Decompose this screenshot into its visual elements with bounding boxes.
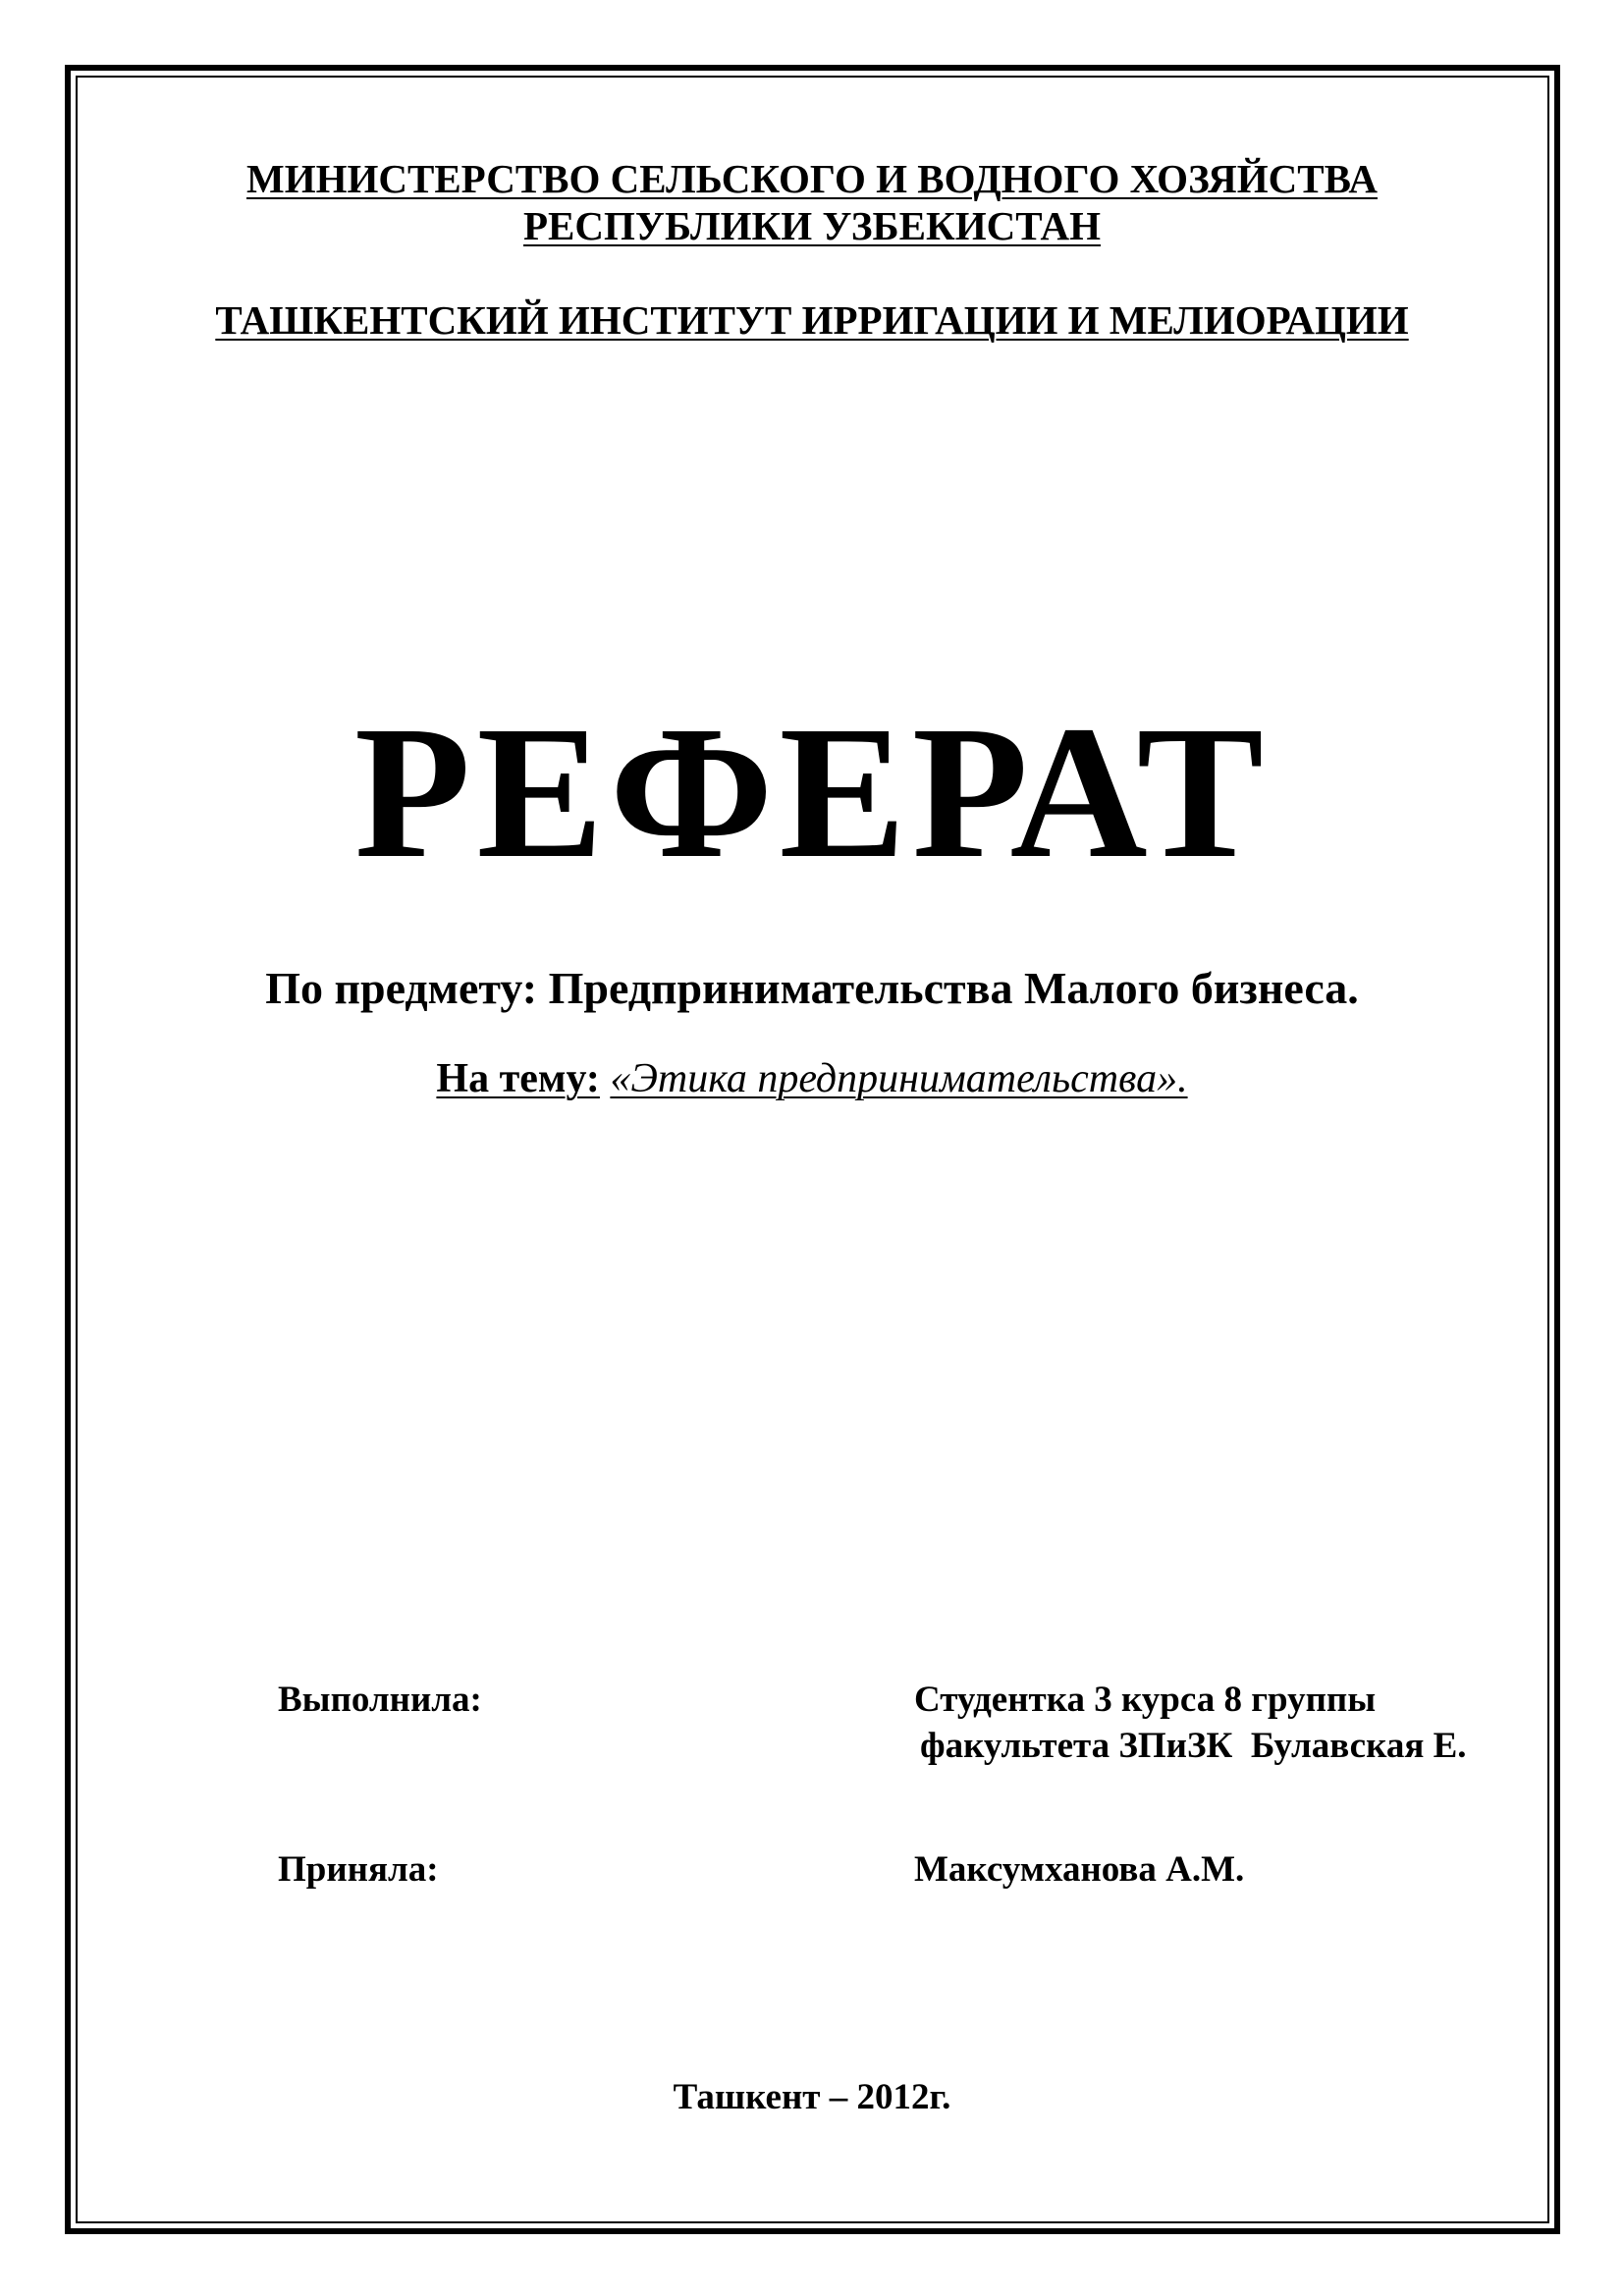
institute-heading: [0, 296, 1624, 344]
performed-value-line2: факультета ЗПиЗК Булавская Е.: [920, 1726, 1467, 1766]
topic-value: «Этика предпринимательства».: [610, 1056, 1188, 1101]
accepted-label: Приняла:: [278, 1849, 439, 1890]
accepted-value: Максумханова А.М.: [914, 1849, 1245, 1890]
topic-label: На тему:: [436, 1056, 600, 1101]
ministry-heading-line2-text: РЕСПУБЛИКИ УЗБЕКИСТАН: [522, 203, 1102, 248]
page-border-inner: [76, 76, 1549, 2223]
footer-city-year: Ташкент – 2012г.: [673, 2077, 951, 2117]
institute-heading-text: ТАШКЕНТСКИЙ ИНСТИТУТ ИРРИГАЦИИ И МЕЛИОРАЦИИ: [215, 297, 1409, 343]
performed-label: Выполнила:: [278, 1680, 482, 1720]
ministry-heading-line1-text: МИНИСТЕРСТВО СЕЛЬСКОГО И ВОДНОГО ХОЗЯЙСТВА: [246, 156, 1378, 201]
ministry-heading-line2: [0, 202, 1624, 249]
ministry-heading-line1: [0, 155, 1624, 202]
performed-value-line1: Студентка 3 курса 8 группы: [914, 1680, 1377, 1720]
subject-line: По предмету: Предпринимательства Малого бизнеса.: [265, 963, 1359, 1013]
document-title: РЕФЕРАТ: [353, 686, 1271, 897]
topic-line: [0, 1055, 1624, 1102]
